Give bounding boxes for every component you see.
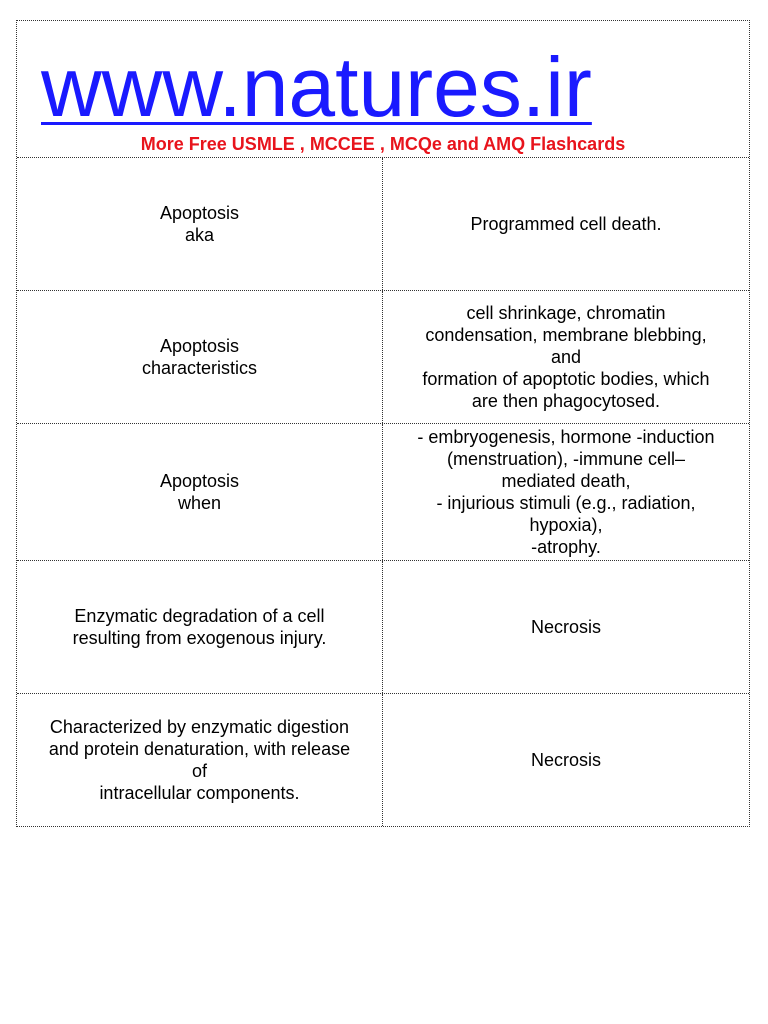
card-text-line: Enzymatic degradation of a cell — [74, 606, 325, 626]
card-text-line: Necrosis — [530, 750, 601, 770]
card-text-line: of — [191, 761, 207, 781]
card-text-line: Apoptosis — [159, 471, 240, 491]
card-text-line: mediated death, — [501, 471, 631, 491]
card-text-line: intracellular components. — [99, 783, 300, 803]
card-row — [17, 158, 749, 291]
card-text-line: Necrosis — [530, 617, 601, 637]
card-text-line: Programmed cell death. — [470, 214, 662, 234]
card-text-line: Characterized by enzymatic digestion — [49, 717, 350, 737]
card-text-line: aka — [184, 225, 215, 245]
card-text-line: - injurious stimuli (e.g., radiation, — [436, 493, 696, 513]
card-row — [17, 561, 749, 694]
card-text-line: and — [550, 347, 582, 367]
card-row — [17, 424, 749, 561]
flashcard-sheet — [16, 20, 750, 827]
card-text-line: characteristics — [141, 358, 258, 378]
site-link[interactable]: www.natures.ir — [41, 40, 592, 134]
card-front — [17, 291, 383, 423]
card-back — [383, 291, 749, 423]
card-text-line: resulting from exogenous injury. — [72, 628, 327, 648]
card-text-line: hypoxia), — [529, 515, 603, 535]
card-text-line: are then phagocytosed. — [471, 391, 661, 411]
tagline: More Free USMLE , MCCEE , MCQe and AMQ Flashcards — [140, 134, 626, 154]
card-text-line: cell shrinkage, chromatin — [466, 303, 666, 323]
card-front — [17, 561, 383, 693]
card-row — [17, 694, 749, 826]
card-back — [383, 561, 749, 693]
card-back — [383, 424, 749, 560]
card-text-line: Apoptosis — [159, 336, 240, 356]
card-text-line: condensation, membrane blebbing, — [425, 325, 707, 345]
card-front — [17, 694, 383, 826]
card-text-line: and protein denaturation, with release — [48, 739, 351, 759]
card-text-line: -atrophy. — [531, 537, 601, 557]
card-front — [17, 158, 383, 290]
card-back — [383, 694, 749, 826]
card-text-line: - embryogenesis, hormone -induction — [417, 427, 715, 447]
card-text-line: when — [177, 493, 222, 513]
card-row — [17, 291, 749, 424]
header — [17, 21, 749, 158]
card-text-line: (menstruation), -immune cell– — [446, 449, 686, 469]
card-text-line: formation of apoptotic bodies, which — [422, 369, 710, 389]
card-back — [383, 158, 749, 290]
card-front — [17, 424, 383, 560]
card-text-line: Apoptosis — [159, 203, 240, 223]
